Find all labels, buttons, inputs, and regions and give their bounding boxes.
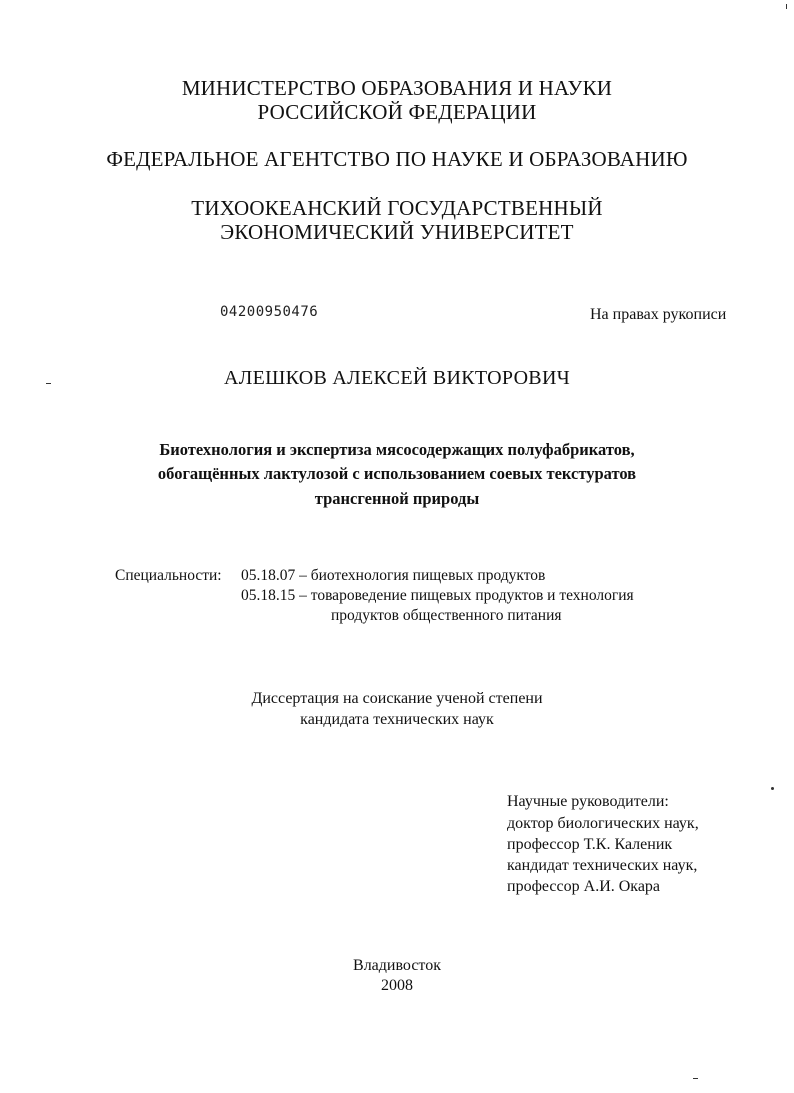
catalog-number: 04200950476 [220, 304, 319, 320]
rights-note: На правах рукописи [590, 306, 727, 323]
dissertation-title-line-2: обогащённых лактулозой с использованием соевых текстуратов [157, 464, 637, 483]
specialty-1: 05.18.07 – биотехнология пищевых продуктов [241, 567, 546, 584]
ministry-line-1: МИНИСТЕРСТВО ОБРАЗОВАНИЯ И НАУКИ [181, 76, 613, 100]
scan-speck [46, 383, 51, 384]
dissertation-title-line-3: трансгенной природы [314, 489, 480, 508]
degree-line-1: Диссертация на соискание ученой степени [251, 690, 543, 707]
agency-name: ФЕДЕРАЛЬНОЕ АГЕНТСТВО ПО НАУКЕ И ОБРАЗОВАНИЮ [106, 147, 688, 171]
advisors-heading: Научные руководители: [507, 793, 669, 810]
specialties-label: Специальности: [115, 567, 222, 584]
dissertation-title-line-1: Биотехнология и экспертиза мясосодержащих полуфабрикатов, [159, 440, 635, 459]
scan-speck [771, 787, 774, 790]
degree-line-2: кандидата технических наук [300, 711, 494, 728]
scan-speck [693, 1078, 698, 1079]
year: 2008 [381, 977, 413, 994]
university-line-2: ЭКОНОМИЧЕСКИЙ УНИВЕРСИТЕТ [220, 220, 574, 244]
city: Владивосток [353, 957, 441, 974]
scan-speck [786, 4, 787, 9]
ministry-line-2: РОССИЙСКОЙ ФЕДЕРАЦИИ [257, 100, 537, 124]
specialty-2: 05.18.15 – товароведение пищевых продуктов и технология [241, 587, 634, 604]
author-name: АЛЕШКОВ АЛЕКСЕЙ ВИКТОРОВИЧ [223, 367, 570, 389]
advisor-line-1: доктор биологических наук, [507, 815, 699, 832]
specialty-2-continuation: продуктов общественного питания [331, 607, 562, 624]
advisor-line-4: профессор А.И. Окара [507, 878, 661, 895]
advisor-line-2: профессор Т.К. Каленик [507, 836, 673, 853]
advisor-line-3: кандидат технических наук, [507, 857, 698, 874]
university-line-1: ТИХООКЕАНСКИЙ ГОСУДАРСТВЕННЫЙ [191, 196, 603, 220]
